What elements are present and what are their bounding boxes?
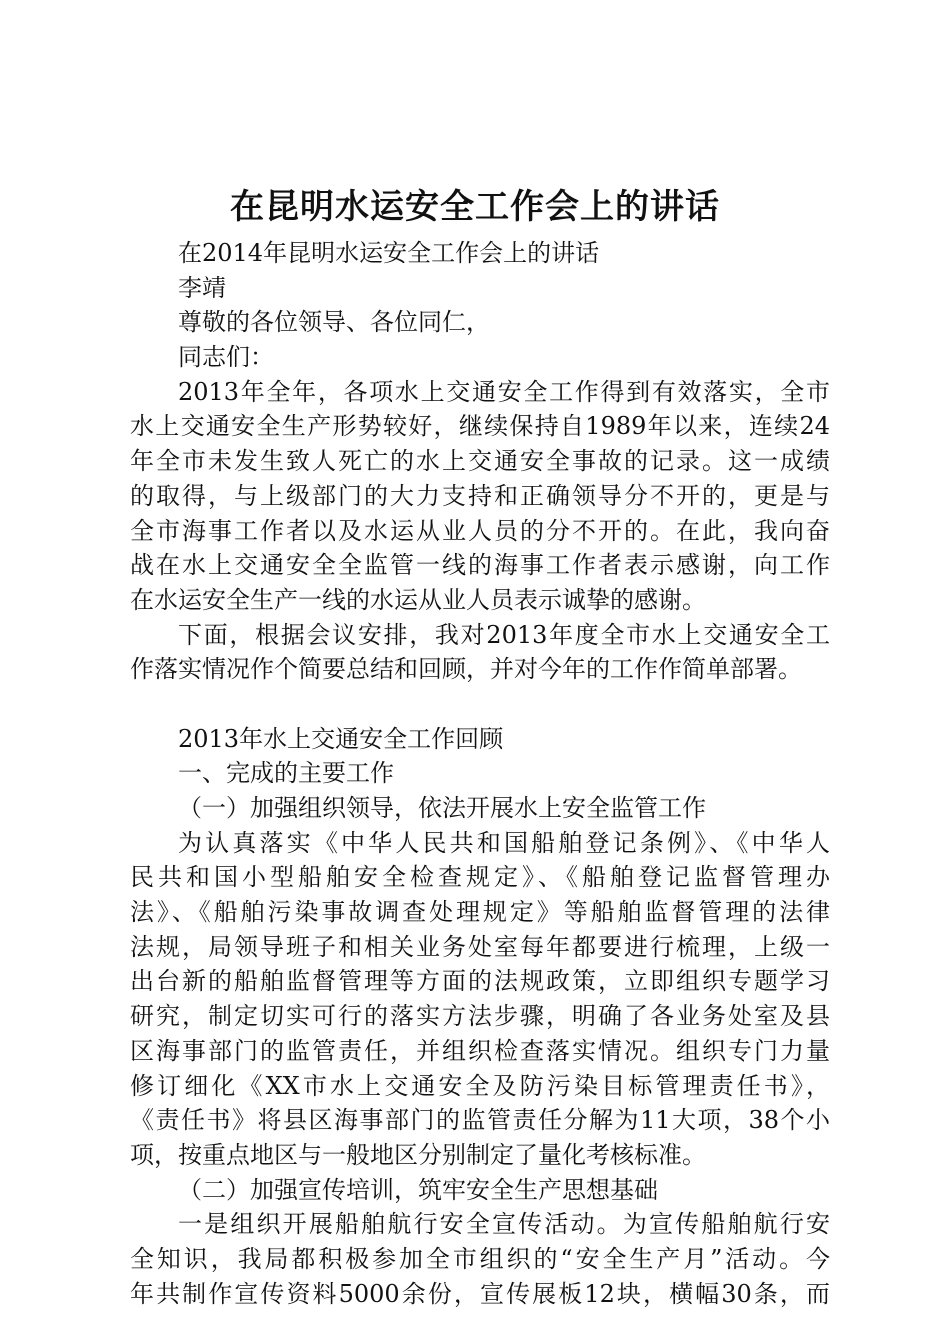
section-heading: 一、完成的主要工作 [178,759,394,788]
paragraph-line: 年共制作宣传资料5000余份，宣传展板12块，横幅30条，而 [130,1279,830,1308]
salutation-line: 同志们： [178,343,274,372]
paragraph-line: 项，按重点地区与一般地区分别制定了量化考核标准。 [130,1140,706,1169]
author-line: 李靖 [178,273,226,302]
subsection-heading: （二）加强宣传培训，筑牢安全生产思想基础 [178,1175,658,1204]
paragraph-line: 战在水上交通安全全监管一线的海事工作者表示感谢，向工作 [130,551,830,580]
paragraph-line: 一是组织开展船舶航行安全宣传活动。为宣传船舶航行安 [178,1210,830,1239]
paragraph-line: 修订细化《XX市水上交通安全及防污染目标管理责任书》， [130,1071,830,1100]
paragraph-line: 为认真落实《中华人民共和国船舶登记条例》、《中华人 [178,828,830,857]
paragraph-line: 的取得，与上级部门的大力支持和正确领导分不开的，更是与 [130,481,830,510]
paragraph-line: 《责任书》将县区海事部门的监管责任分解为11大项，38个小 [130,1106,830,1135]
paragraph-line: 作落实情况作个简要总结和回顾，并对今年的工作作简单部署。 [130,655,802,684]
paragraph-line: 区海事部门的监管责任，并组织检查落实情况。组织专门力量 [130,1036,830,1065]
section-heading: 2013年水上交通安全工作回顾 [178,724,504,753]
paragraph-line: 2013年全年，各项水上交通安全工作得到有效落实，全市 [178,377,830,406]
paragraph-line: 出台新的船舶监督管理等方面的法规政策，立即组织专题学习 [130,967,830,996]
paragraph-line: 法规，局领导班子和相关业务处室每年都要进行梳理，上级一 [130,932,830,961]
paragraph-line: 下面，根据会议安排，我对2013年度全市水上交通安全工 [178,620,830,649]
paragraph-line: 全知识，我局都积极参加全市组织的“安全生产月”活动。今 [130,1244,830,1273]
paragraph-line: 法》、《船舶污染事故调查处理规定》等船舶监督管理的法律 [130,898,830,927]
paragraph-line: 年全市未发生致人死亡的水上交通安全事故的记录。这一成绩 [130,447,830,476]
subsection-heading: （一）加强组织领导，依法开展水上安全监管工作 [178,794,706,822]
salutation-line: 尊敬的各位领导、各位同仁， [178,308,490,337]
document-body [130,236,830,1311]
document-title: 在昆明水运安全工作会上的讲话 [230,187,720,227]
paragraph-line: 在水运安全生产一线的水运从业人员表示诚挚的感谢。 [130,585,706,614]
subtitle-line: 在2014年昆明水运安全工作会上的讲话 [178,239,600,267]
paragraph-line: 研究，制定切实可行的落实方法步骤，明确了各业务处室及县 [130,1002,830,1031]
paragraph-line: 水上交通安全生产形势较好，继续保持自1989年以来，连续24 [130,412,830,441]
blank-line [130,687,830,722]
paragraph-line: 民共和国小型船舶安全检查规定》、《船舶登记监督管理办 [130,863,830,892]
paragraph-line: 全市海事工作者以及水运从业人员的分不开的。在此，我向奋 [130,516,830,545]
